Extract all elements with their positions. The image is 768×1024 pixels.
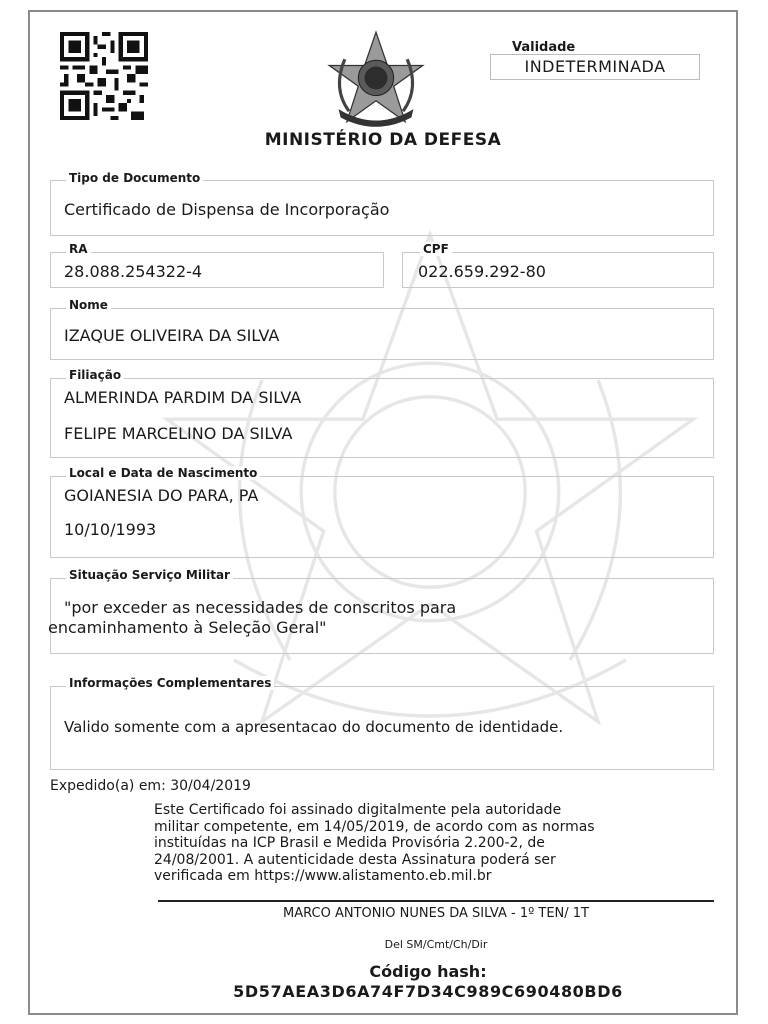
expedido-date: Expedido(a) em: 30/04/2019 (50, 778, 251, 794)
legal-line-1: Este Certificado foi assinado digitalmente pela autoridade (154, 802, 562, 818)
nascimento-label: Local e Data de Nascimento (66, 466, 260, 480)
nascimento-data: 10/10/1993 (64, 520, 157, 539)
legal-line-2: militar competente, em 14/05/2019, de acordo com as normas (154, 818, 595, 835)
signature-line (158, 900, 714, 902)
legal-line-4: 24/08/2001. A autenticidade desta Assinatura poderá ser (154, 851, 556, 868)
validade-value: INDETERMINADA (490, 54, 700, 80)
hash-value: 5D57AEA3D6A74F7D34C989C690480BD6 (233, 982, 623, 1001)
validade-label: Validade (512, 40, 576, 55)
tipo-documento-label: Tipo de Documento (66, 171, 203, 185)
nome-label: Nome (66, 298, 111, 312)
legal-line-5: verificada em https://www.alistamento.eb.mil.br (154, 868, 492, 884)
ra-value: 28.088.254322-4 (64, 262, 203, 281)
filiacao-label: Filiação (66, 368, 124, 382)
filiacao-mae: ALMERINDA PARDIM DA SILVA (64, 388, 302, 407)
info-complementares-label: Informações Complementares (66, 676, 274, 690)
certificate-page (28, 10, 738, 1015)
situacao-label: Situação Serviço Militar (66, 568, 233, 582)
tipo-documento-value: Certificado de Dispensa de Incorporação (64, 200, 390, 219)
signer-name: MARCO ANTONIO NUNES DA SILVA - 1º TEN/ 1T (283, 906, 589, 921)
ra-label: RA (66, 242, 91, 256)
cpf-label: CPF (420, 242, 452, 256)
nascimento-local: GOIANESIA DO PARA, PA (64, 486, 259, 505)
hash-label: Código hash: (369, 962, 487, 981)
legal-notice (154, 802, 694, 885)
info-complementares-value: Valido somente com a apresentacao do documento de identidade. (64, 718, 564, 736)
nome-value: IZAQUE OLIVEIRA DA SILVA (64, 326, 280, 345)
situacao-line-1: "por exceder as necessidades de conscritos para (64, 598, 457, 617)
situacao-line-2: encaminhamento à Seleção Geral" (48, 618, 327, 637)
cpf-value: 022.659.292-80 (418, 262, 546, 281)
signer-department: Del SM/Cmt/Ch/Dir (384, 938, 488, 951)
filiacao-pai: FELIPE MARCELINO DA SILVA (64, 424, 293, 443)
coat-of-arms-emblem (322, 28, 430, 132)
ministry-title: MINISTÉRIO DA DEFESA (264, 130, 502, 150)
legal-line-3: instituídas na ICP Brasil e Medida Provisória 2.200-2, de (154, 835, 545, 851)
qr-code (60, 32, 148, 120)
